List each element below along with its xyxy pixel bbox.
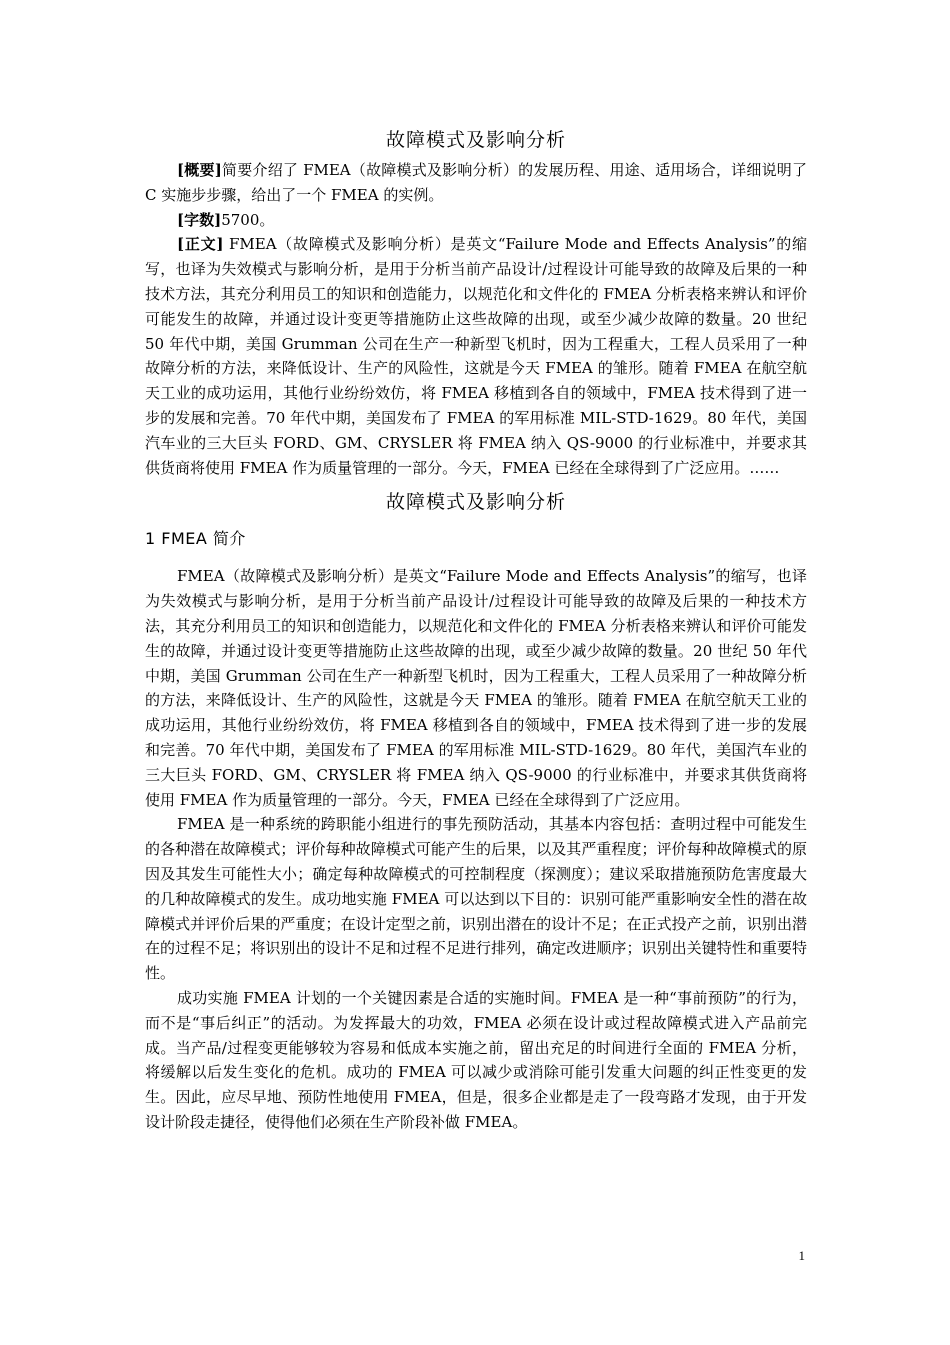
section-heading-1: 1 FMEA 简介 (145, 529, 246, 549)
document-title: 故障模式及影响分析 (385, 129, 566, 151)
abstract-paragraph (145, 158, 807, 208)
wordcount-label: [字数] (177, 210, 222, 229)
page-number: 1 (798, 1248, 805, 1263)
abstract-text: 简要介绍了 FMEA（故障模式及影响分析）的发展历程、用途、适用场合，详细说明了 C 实施步步骤，给出了一个 FMEA 的实例。 (145, 161, 807, 204)
body-summary-paragraph (145, 232, 807, 480)
paragraph-2: FMEA 是一种系统的跨职能小组进行的事先预防活动，其基本内容包括：查明过程中可能发生的各种潜在故障模式；评价每种故障模式可能产生的后果，以及其严重程度；评价每种故障模式的原因及其发生可能性大小；确定每种故障模式的可控制程度（探测度）；建议采取措施预防危害度最大的几种故障模式的发生。成功地实施 FMEA 可以达到以下目的：识别可能严重影响安全性的潜在故障模式并评价后果的严重度；在设计定型之前，识别出潜在的设计不足；在正式投产之前，识别出潜在的过程不足；将识别出的设计不足和过程不足进行排列，确定改进顺序；识别出关键特性和重要特性。 (145, 815, 807, 983)
section-title: 故障模式及影响分析 (385, 491, 566, 514)
wordcount-value: 5700。 (221, 210, 275, 229)
body-summary-text: FMEA（故障模式及影响分析）是英文“Failure Mode and Effects Analysis”的缩写，也译为失效模式与影响分析，是用于分析当前产品设计/过程设计可能导致的故障及后果的一种技术方法，其充分利用员工的知识和创造能力，以规范化和文件化的 FMEA 分析表格来辨认和评价可能发生的故障，并通过设计变更等措施防止这些故障的出现，或至少减少故障的数量。20 世纪 50 年代中期，美国 Grumman 公司在生产一种新型飞机时，因为工程重大，工程人员采用了一种故障分析的方法，来降低设计、生产的风险性，这就是今天 FMEA 的雏形。随着 FMEA 在航空航天工业的成功运用，其他行业纷纷效仿，将 FMEA 移植到各自的领域中，FMEA 技术得到了进一步的发展和完善。70 年代中期，美国发布了 FMEA 的军用标准 MIL-STD-1629。80 年代，美国汽车业的三大巨头 FORD、GM、CRYSLER 将 FMEA 纳入 QS-9000 的行业标准中，并要求其供货商将使用 FMEA 作为质量管理的一部分。今天，FMEA 已经在全球得到了广泛应用。…… (145, 235, 807, 477)
wordcount-paragraph (145, 208, 807, 233)
abstract-label: [概要] (177, 161, 222, 179)
body-label: [正文] (177, 235, 224, 254)
paragraph-1: FMEA（故障模式及影响分析）是英文“Failure Mode and Effects Analysis”的缩写，也译为失效模式与影响分析，是用于分析当前产品设计/过程设计可能导致的故障及后果的一种技术方法，其充分利用员工的知识和创造能力，以规范化和文件化的 FMEA 分析表格来辨认和评价可能发生的故障，并通过设计变更等措施防止这些故障的出现，或至少减少故障的数量。20 世纪 50 年代中期，美国 Grumman 公司在生产一种新型飞机时，因为工程重大，工程人员采用了一种故障分析的方法，来降低设计、生产的风险性，这就是今天 FMEA 的雏形。随着 FMEA 在航空航天工业的成功运用，其他行业纷纷效仿，将 FMEA 移植到各自的领域中，FMEA 技术得到了进一步的发展和完善。70 年代中期，美国发布了 FMEA 的军用标准 MIL-STD-1629。80 年代，美国汽车业的三大巨头 FORD、GM、CRYSLER 将 FMEA 纳入 QS-9000 的行业标准中，并要求其供货商将使用 FMEA 作为质量管理的一部分。今天，FMEA 已经在全球得到了广泛应用。 (145, 567, 807, 809)
paragraph-3: 成功实施 FMEA 计划的一个关键因素是合适的实施时间。FMEA 是一种“事前预防”的行为，而不是“事后纠正”的活动。为发挥最大的功效，FMEA 必须在设计或过程故障模式进入产品前完成。当产品/过程变更能够较为容易和低成本实施之前，留出充足的时间进行全面的 FMEA 分析，将缓解以后发生变化的危机。成功的 FMEA 可以减少或消除可能引发重大问题的纠正性变更的发生。因此，应尽早地、预防性地使用 FMEA，但是，很多企业都是走了一段弯路才发现，由于开发设计阶段走捷径，使得他们必须在生产阶段补做 FMEA。 (145, 988, 807, 1131)
page-content (145, 124, 807, 1135)
